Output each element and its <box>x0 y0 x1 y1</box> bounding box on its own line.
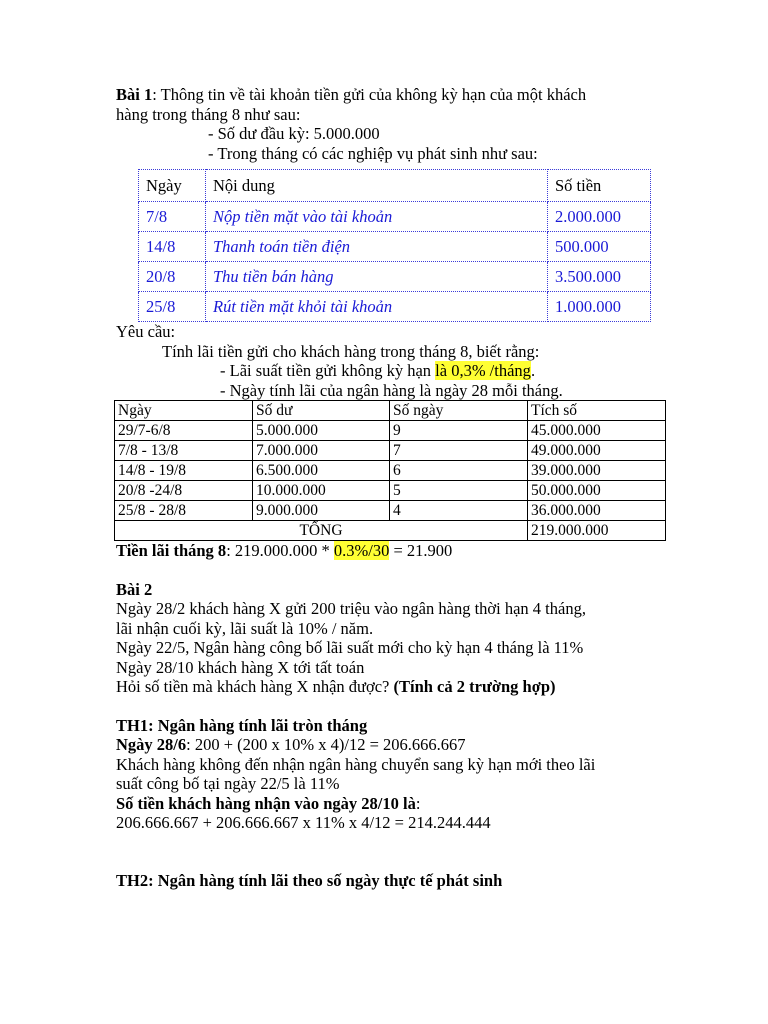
calculation-table <box>114 400 666 541</box>
cell-date: 7/8 <box>139 202 206 232</box>
th1-date-calc: : 200 + (200 x 10% x 4)/12 = 206.666.667 <box>186 735 466 754</box>
table-row <box>139 232 651 262</box>
th1-title-text: TH1: Ngân hàng tính lãi tròn tháng <box>116 715 368 735</box>
interest-result <box>116 541 676 561</box>
calc-cell-balance: 10.000.000 <box>253 481 390 501</box>
result-highlight: 0.3%/30 <box>333 541 390 560</box>
table-row <box>115 461 666 481</box>
bai1-intro-text: : Thông tin về tài khoản tiền gửi của không kỳ hạn của một khách <box>152 85 587 104</box>
calc-header-days: Số ngày <box>390 401 528 421</box>
calc-cell-date: 14/8 - 19/8 <box>115 461 253 481</box>
calc-total-value: 219.000.000 <box>528 521 666 541</box>
th2-title-text: TH2: Ngân hàng tính lãi theo số ngày thực tế phát sinh <box>116 870 503 890</box>
calc-cell-days: 9 <box>390 421 528 441</box>
interest-day-line: - Ngày tính lãi của ngân hàng là ngày 28 mỗi tháng. <box>220 380 563 400</box>
bai2-question <box>116 677 676 697</box>
cell-amount: 1.000.000 <box>548 292 651 322</box>
result-suffix: = 21.900 <box>389 541 453 560</box>
calc-header-row <box>115 401 666 421</box>
cell-content: Nộp tiền mặt vào tài khoản <box>206 202 548 232</box>
bai2-title-text: Bài 2 <box>116 579 153 599</box>
calc-cell-balance: 9.000.000 <box>253 501 390 521</box>
calc-cell-days: 7 <box>390 441 528 461</box>
th1-date-line <box>116 735 676 755</box>
requirement-text: Tính lãi tiền gửi cho khách hàng trong tháng 8, biết rằng: <box>162 341 540 361</box>
opening-balance: - Số dư đầu kỳ: 5.000.000 <box>208 124 380 143</box>
calc-cell-product: 45.000.000 <box>528 421 666 441</box>
header-amount: Số tiền <box>548 170 651 202</box>
bai2-line2: lãi nhận cuối kỳ, lãi suất là 10% / năm. <box>116 618 374 638</box>
cell-amount: 2.000.000 <box>548 202 651 232</box>
calc-cell-date: 7/8 - 13/8 <box>115 441 253 461</box>
calc-total-label: TỔNG <box>115 521 528 541</box>
th1-amount-label: Số tiền khách hàng nhận vào ngày 28/10 là <box>116 793 416 813</box>
header-date: Ngày <box>139 170 206 202</box>
question-bold: (Tính cả 2 trường hợp) <box>393 677 556 696</box>
th1-calc: 206.666.667 + 206.666.667 x 11% x 4/12 = 214.244.444 <box>116 813 491 832</box>
calc-cell-product: 39.000.000 <box>528 461 666 481</box>
rate-highlight: là 0,3% /tháng <box>435 361 531 380</box>
table-row <box>139 202 651 232</box>
bai1-title: Bài 1 <box>116 85 153 104</box>
calc-header-product: Tích số <box>528 401 666 421</box>
table-row <box>139 262 651 292</box>
result-prefix: : 219.000.000 * <box>226 541 334 560</box>
table-row <box>115 441 666 461</box>
cell-content: Rút tiền mặt khỏi tài khoản <box>206 292 548 322</box>
cell-amount: 500.000 <box>548 232 651 262</box>
calc-cell-product: 49.000.000 <box>528 441 666 461</box>
table-row <box>115 421 666 441</box>
requirement-label: Yêu cầu: <box>116 322 176 341</box>
th1-date-label: Ngày 28/6 <box>116 735 187 754</box>
table-row <box>139 292 651 322</box>
calc-header-balance: Số dư <box>253 401 390 421</box>
transactions-table <box>138 169 651 322</box>
th2-title <box>116 871 676 891</box>
calc-cell-date: 25/8 - 28/8 <box>115 501 253 521</box>
question-text: Hỏi số tiền mà khách hàng X nhận được? <box>116 677 394 696</box>
bai2-line1: Ngày 28/2 khách hàng X gửi 200 triệu vào ngân hàng thời hạn 4 tháng, <box>116 599 586 618</box>
bai2-line3: Ngày 22/5, Ngân hàng công bố lãi suất mới cho kỳ hạn 4 tháng là 11% <box>116 638 584 657</box>
calc-cell-days: 5 <box>390 481 528 501</box>
cell-amount: 3.500.000 <box>548 262 651 292</box>
table-row <box>115 481 666 501</box>
th1-title <box>116 716 676 736</box>
calc-cell-balance: 7.000.000 <box>253 441 390 461</box>
calc-header-date: Ngày <box>115 401 253 421</box>
cell-date: 20/8 <box>139 262 206 292</box>
calc-total-row <box>115 521 666 541</box>
calc-cell-balance: 6.500.000 <box>253 461 390 481</box>
cell-date: 25/8 <box>139 292 206 322</box>
transactions-intro: - Trong tháng có các nghiệp vụ phát sinh như sau: <box>208 143 538 163</box>
cell-date: 14/8 <box>139 232 206 262</box>
transactions-header-row <box>139 170 651 202</box>
calc-cell-product: 36.000.000 <box>528 501 666 521</box>
calc-cell-days: 6 <box>390 461 528 481</box>
th1-text1: Khách hàng không đến nhận ngân hàng chuyển sang kỳ hạn mới theo lãi <box>116 754 596 774</box>
header-content: Nội dung <box>206 170 548 202</box>
bai1-intro <box>116 85 676 105</box>
bai2-title <box>116 580 676 600</box>
th1-text2: suất công bố tại ngày 22/5 là 11% <box>116 774 340 793</box>
rate-suffix: . <box>530 361 536 380</box>
interest-rate-line <box>116 361 676 381</box>
document-page <box>116 85 676 890</box>
th1-amount-colon: : <box>415 793 421 813</box>
bai1-intro-line2: hàng trong tháng 8 như sau: <box>116 104 301 124</box>
cell-content: Thu tiền bán hàng <box>206 262 548 292</box>
th1-amount-line <box>116 794 676 814</box>
rate-prefix: - Lãi suất tiền gửi không kỳ hạn <box>220 361 436 380</box>
table-row <box>115 501 666 521</box>
calc-cell-balance: 5.000.000 <box>253 421 390 441</box>
calc-cell-date: 20/8 -24/8 <box>115 481 253 501</box>
calc-cell-product: 50.000.000 <box>528 481 666 501</box>
result-label: Tiền lãi tháng 8 <box>116 541 227 560</box>
calc-cell-days: 4 <box>390 501 528 521</box>
bai2-line4: Ngày 28/10 khách hàng X tới tất toán <box>116 657 365 677</box>
calc-cell-date: 29/7-6/8 <box>115 421 253 441</box>
cell-content: Thanh toán tiền điện <box>206 232 548 262</box>
